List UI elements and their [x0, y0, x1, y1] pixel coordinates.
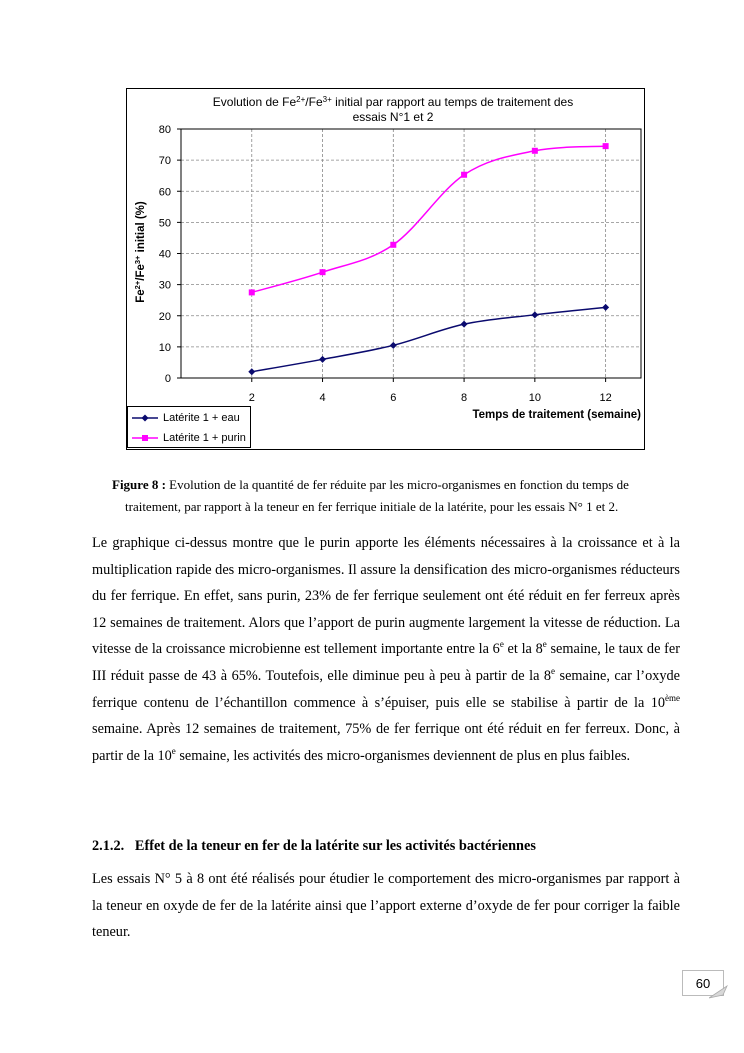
data-point-1 [390, 242, 396, 248]
legend-entry-purin [132, 430, 246, 446]
caption-label: Figure 8 : [112, 477, 166, 492]
y-tick-label: 30 [158, 279, 171, 292]
series-line-1 [252, 146, 606, 292]
y-tick-label: 0 [164, 373, 171, 385]
legend-label-purin: Latérite 1 + purin [163, 432, 246, 444]
y-tick-label: 70 [158, 155, 171, 168]
data-point-0 [531, 311, 538, 318]
x-tick-label: 12 [599, 392, 612, 404]
line-chart [127, 89, 644, 449]
data-point-1 [532, 148, 538, 154]
x-tick-label: 10 [528, 392, 541, 404]
y-tick-label: 60 [158, 186, 171, 199]
x-axis-label: Temps de traitement (semaine) [472, 409, 641, 421]
y-tick-label: 20 [158, 310, 171, 323]
chart-title-line2: essais N°1 et 2 [352, 110, 434, 124]
data-point-0 [602, 304, 609, 311]
series-line-0 [252, 307, 606, 371]
legend-entry-eau [132, 410, 240, 426]
chart-frame [126, 88, 645, 450]
figure-caption [112, 474, 672, 518]
data-point-0 [319, 356, 326, 363]
section-number: 2.1.2. [92, 838, 125, 854]
caption-line2: traitement, par rapport à la teneur en fer ferrique initiale de la latérite, pour les essais N° 1 et 2. [125, 499, 619, 514]
data-point-0 [461, 321, 468, 328]
y-tick-label: 10 [158, 341, 171, 354]
data-point-1 [603, 143, 609, 149]
page-curl-icon [709, 985, 729, 999]
data-point-1 [461, 172, 467, 178]
legend-swatch-purin [132, 433, 158, 443]
y-axis-label: $Fe^{2+}/Fe^{3+}$ initial (%) [133, 201, 147, 303]
data-point-1 [249, 289, 255, 295]
x-tick-label: 2 [248, 392, 255, 404]
section-title: Effet de la teneur en fer de la latérite sur les activités bactériennes [134, 838, 536, 854]
y-tick-label: 40 [158, 248, 171, 261]
y-tick-label: 80 [158, 124, 171, 136]
page-number: 60 [682, 970, 724, 996]
legend-label-eau: Latérite 1 + eau [163, 412, 240, 424]
data-point-1 [320, 269, 326, 275]
section-heading [92, 838, 536, 855]
data-point-0 [390, 342, 397, 349]
body-paragraph-1: Le graphique ci-dessus montre que le purin apporte les éléments nécessaires à la croissance et à la multiplication rapide des micro-organismes. Il assure la densification des micro-organismes réducteurs du fer ferrique. En effet, sans purin, 23% de fer ferrique seulement ont été réduit en fer ferreux après 12 semaines de traitement. Alors que l’apport de purin augmente largement la vitesse de réduction. La vitesse de la croissance microbienne est tellement importante entre la 6e et la 8e semaine, le taux de fer III réduit passe de 43 à 65%. Toutefois, elle diminue peu à peu à partir de la 8e semaine, car l’oxyde ferrique contenu de l’échantillon commence à s’épuiser, puis elle se stabilise à partir de la 10ème semaine. Après 12 semaines de traitement, 75% de fer ferrique ont été réduit en fer ferreux. Donc, à partir de la 10e semaine, les activités des micro-organismes deviennent de plus en plus faibles. [92, 535, 681, 764]
data-point-0 [248, 368, 255, 375]
caption-line1: Evolution de la quantité de fer réduite par les micro-organismes en fonction du temps de [165, 477, 629, 492]
x-tick-label: 4 [319, 392, 326, 404]
body-paragraph-2: Les essais N° 5 à 8 ont été réalisés pour étudier le comportement des micro-organismes par rapport à la teneur en oxyde de fer de la latérite ainsi que l’apport externe d’oxyde de fer pour corriger la faible teneur. [92, 871, 680, 941]
chart-title: Evolution de $Fe^{2+}/Fe^{3+}$ initial par rapport au temps de traitement des [212, 95, 574, 109]
x-tick-label: 8 [461, 392, 468, 404]
y-tick-label: 50 [158, 217, 171, 230]
chart-legend [127, 406, 251, 448]
x-tick-label: 6 [390, 392, 397, 404]
legend-swatch-eau [132, 413, 158, 423]
